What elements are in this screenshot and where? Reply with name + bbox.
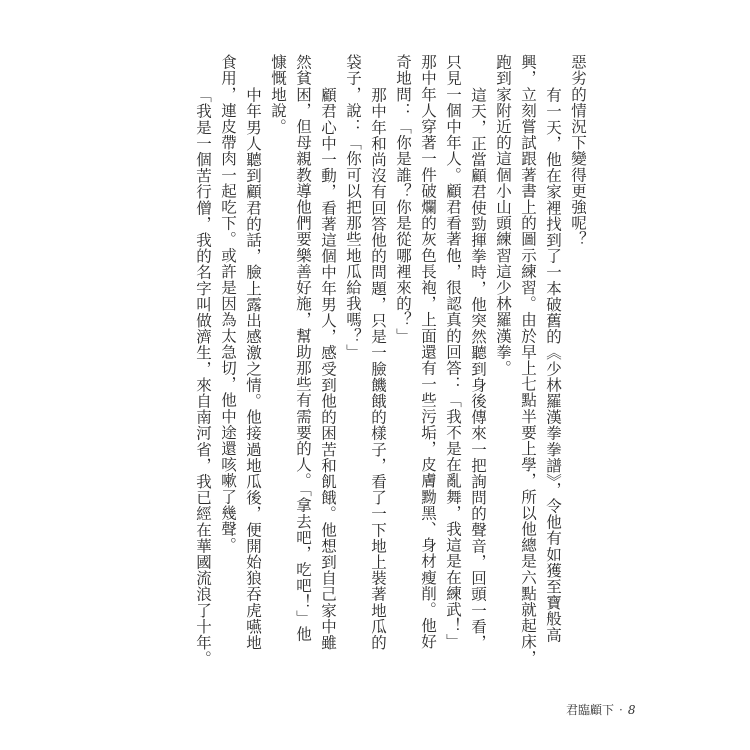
text-line: 「我是一個苦行僧，我的名字叫做濟生，來自南河省，我已經在華國流浪了十年。 — [194, 87, 212, 667]
page-footer — [566, 701, 635, 718]
text-line: 袋子，說：「你可以把那些地瓜給我嗎？」 — [344, 54, 362, 360]
body-text — [190, 54, 590, 684]
text-line: 那中年和尚沒有回答他的問題，只是一臉饑餓的樣子，看了一下地上裝著地瓜的 — [369, 87, 387, 651]
text-line: 奇地問：「你是誰？你是從哪裡來的？」 — [394, 54, 412, 344]
text-line: 只見一個中年人。顧君看著他，很認真的回答：「我不是在亂舞，我這是在練武！」 — [444, 54, 462, 650]
text-line: 那中年人穿著一件破爛的灰色長袍，上面還有一些污垢，皮膚黝黑、身材瘦削。他好 — [419, 54, 437, 650]
footer-separator: · — [619, 703, 623, 717]
text-line: 興，立刻嘗試跟著書上的圖示練習。由於早上七點半要上學，所以他總是六點就起床， — [519, 54, 537, 666]
text-line: 惡劣的情況下變得更強呢？ — [569, 54, 587, 248]
text-line: 食用，連皮帶肉一起吃下。或許是因為太急切，他中途還咳嗽了幾聲。 — [219, 54, 237, 554]
text-line: 顧君心中一動，看著這個中年男人，感受到他的困苦和飢餓。他想到自己家中雖 — [319, 87, 337, 651]
text-line: 跑到家附近的這個小山頭練習這少林羅漢拳。 — [494, 54, 512, 376]
text-line: 慷慨地說。 — [269, 54, 287, 135]
text-line: 然貧困，但母親教導他們要樂善好施，幫助那些有需要的人。「拿去吧，吃吧！」他 — [294, 54, 312, 642]
text-line: 這天，正當顧君使勁揮拳時，他突然聽到身後傳來一把詢問的聲音，回頭一看， — [469, 87, 487, 651]
page-number: 8 — [627, 703, 636, 717]
text-line: 有一天，他在家裡找到了一本破舊的《少林羅漢拳拳譜》，令他有如獲至寶般高 — [544, 87, 562, 643]
text-line: 中年男人聽到顧君的話，臉上露出感激之情。他接過地瓜後，便開始狼吞虎嚥地 — [244, 87, 262, 651]
running-title: 君臨顧下 — [566, 703, 615, 717]
